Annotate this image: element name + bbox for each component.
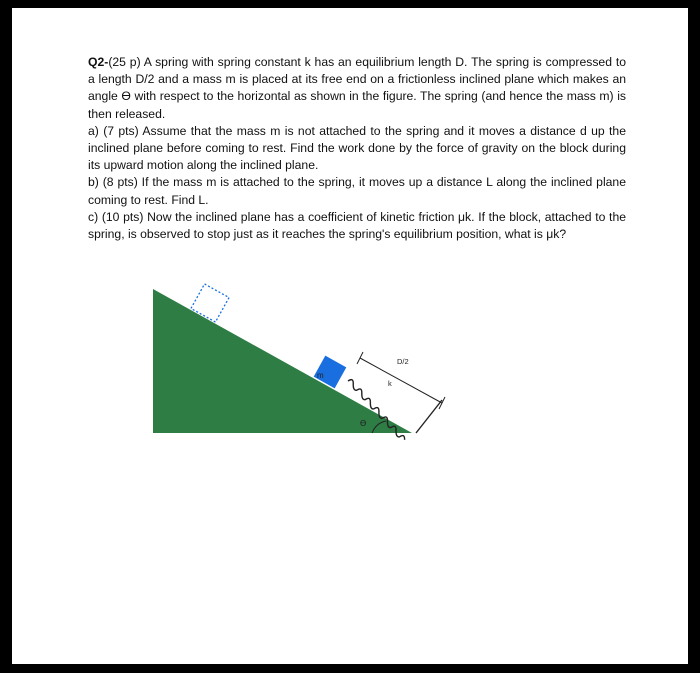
part-c: c) (10 pts) Now the inclined plane has a coefficient of kinetic friction μk. If the block, attached to the spring, is observed to stop just as it reaches the spring's equilibrium position, what is μk? [88,209,626,242]
spring-label: k [388,379,392,388]
part-b: b) (8 pts) If the mass m is attached to the spring, it moves up a distance L along the inclined plane coming to rest. Find L. [88,175,626,207]
dimension-tick-start [357,352,363,364]
angle-label: ϴ [360,419,367,428]
inclined-plane [153,289,412,433]
page [12,8,688,664]
length-label: D/2 [397,357,409,366]
question-number: Q2- [88,55,109,69]
spring-wall [416,400,442,433]
intro-text: (25 p) A spring with spring constant k has an equilibrium length D. The spring is compressed to a length D/2 and a mass m is placed at its free end on a frictionless inclined plane which makes an angle ϴ with respect to the horizontal as shown in the figure. The spring (and hence the mass m) is then released. [88,55,626,121]
mass-label: m [317,371,324,380]
part-a: a) (7 pts) Assume that the mass m is not attached to the spring and it moves a distance d up the inclined plane before coming to rest. Find the work done by the force of gravity on the block during its upward motion along the inclined plane. [88,123,626,173]
incline-figure [12,8,688,664]
